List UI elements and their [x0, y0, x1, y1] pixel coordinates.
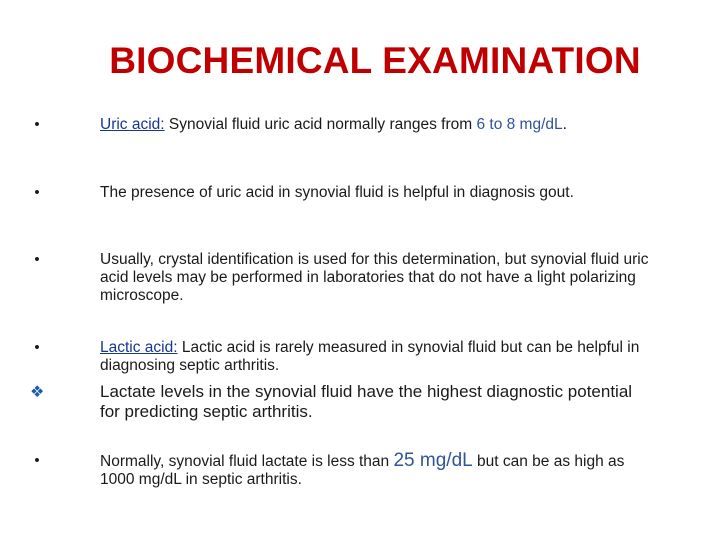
lactate-normal-end: but can be as high as 1000 mg/dL in septic arthritis. — [100, 453, 625, 488]
diamond-bullet-icon: ❖ — [30, 384, 45, 401]
bullet-dot-icon: • — [34, 116, 40, 133]
bullet-item-lactic-acid — [30, 339, 650, 375]
lactate-normal-text: Normally, synovial fluid lactate is less than — [100, 453, 394, 470]
bullet-item-crystal — [30, 251, 650, 305]
bullet-dot-icon: • — [34, 251, 40, 268]
bullet-item-gout — [30, 184, 650, 202]
uric-acid-label: Uric acid: — [100, 116, 165, 133]
uric-acid-text: Synovial fluid uric acid normally ranges from — [168, 116, 477, 133]
bullet-text: Usually, crystal identification is used for this determination, but synovial fluid uric acid levels may be performed in laboratories that do not have a light polarizing microscope. — [100, 251, 649, 304]
bullet-dot-icon: • — [34, 452, 40, 469]
uric-acid-range: 6 to 8 mg/dL — [476, 116, 563, 133]
bullet-dot-icon: • — [34, 184, 40, 201]
slide-title: BIOCHEMICAL EXAMINATION — [109, 40, 641, 81]
bullet-dot-icon: • — [34, 339, 40, 356]
lactic-acid-text: Lactic acid is rarely measured in synovial fluid but can be helpful in diagnosing septic arthritis. — [100, 339, 640, 374]
bullet-item-uric-acid — [30, 116, 650, 134]
bullet-item-lactate-levels — [30, 382, 650, 422]
bullet-text — [100, 339, 650, 375]
bullet-text — [100, 452, 650, 489]
uric-acid-end: . — [562, 116, 567, 133]
bullet-text: The presence of uric acid in synovial fluid is helpful in diagnosis gout. — [100, 184, 574, 201]
bullet-item-lactate-normal — [30, 452, 650, 489]
bullet-text: Lactate levels in the synovial fluid have the highest diagnostic potential for predicting septic arthritis. — [100, 382, 633, 421]
bullet-text — [100, 116, 650, 134]
lactic-acid-label: Lactic acid: — [100, 339, 178, 356]
lactate-threshold: 25 mg/dL — [393, 450, 473, 471]
